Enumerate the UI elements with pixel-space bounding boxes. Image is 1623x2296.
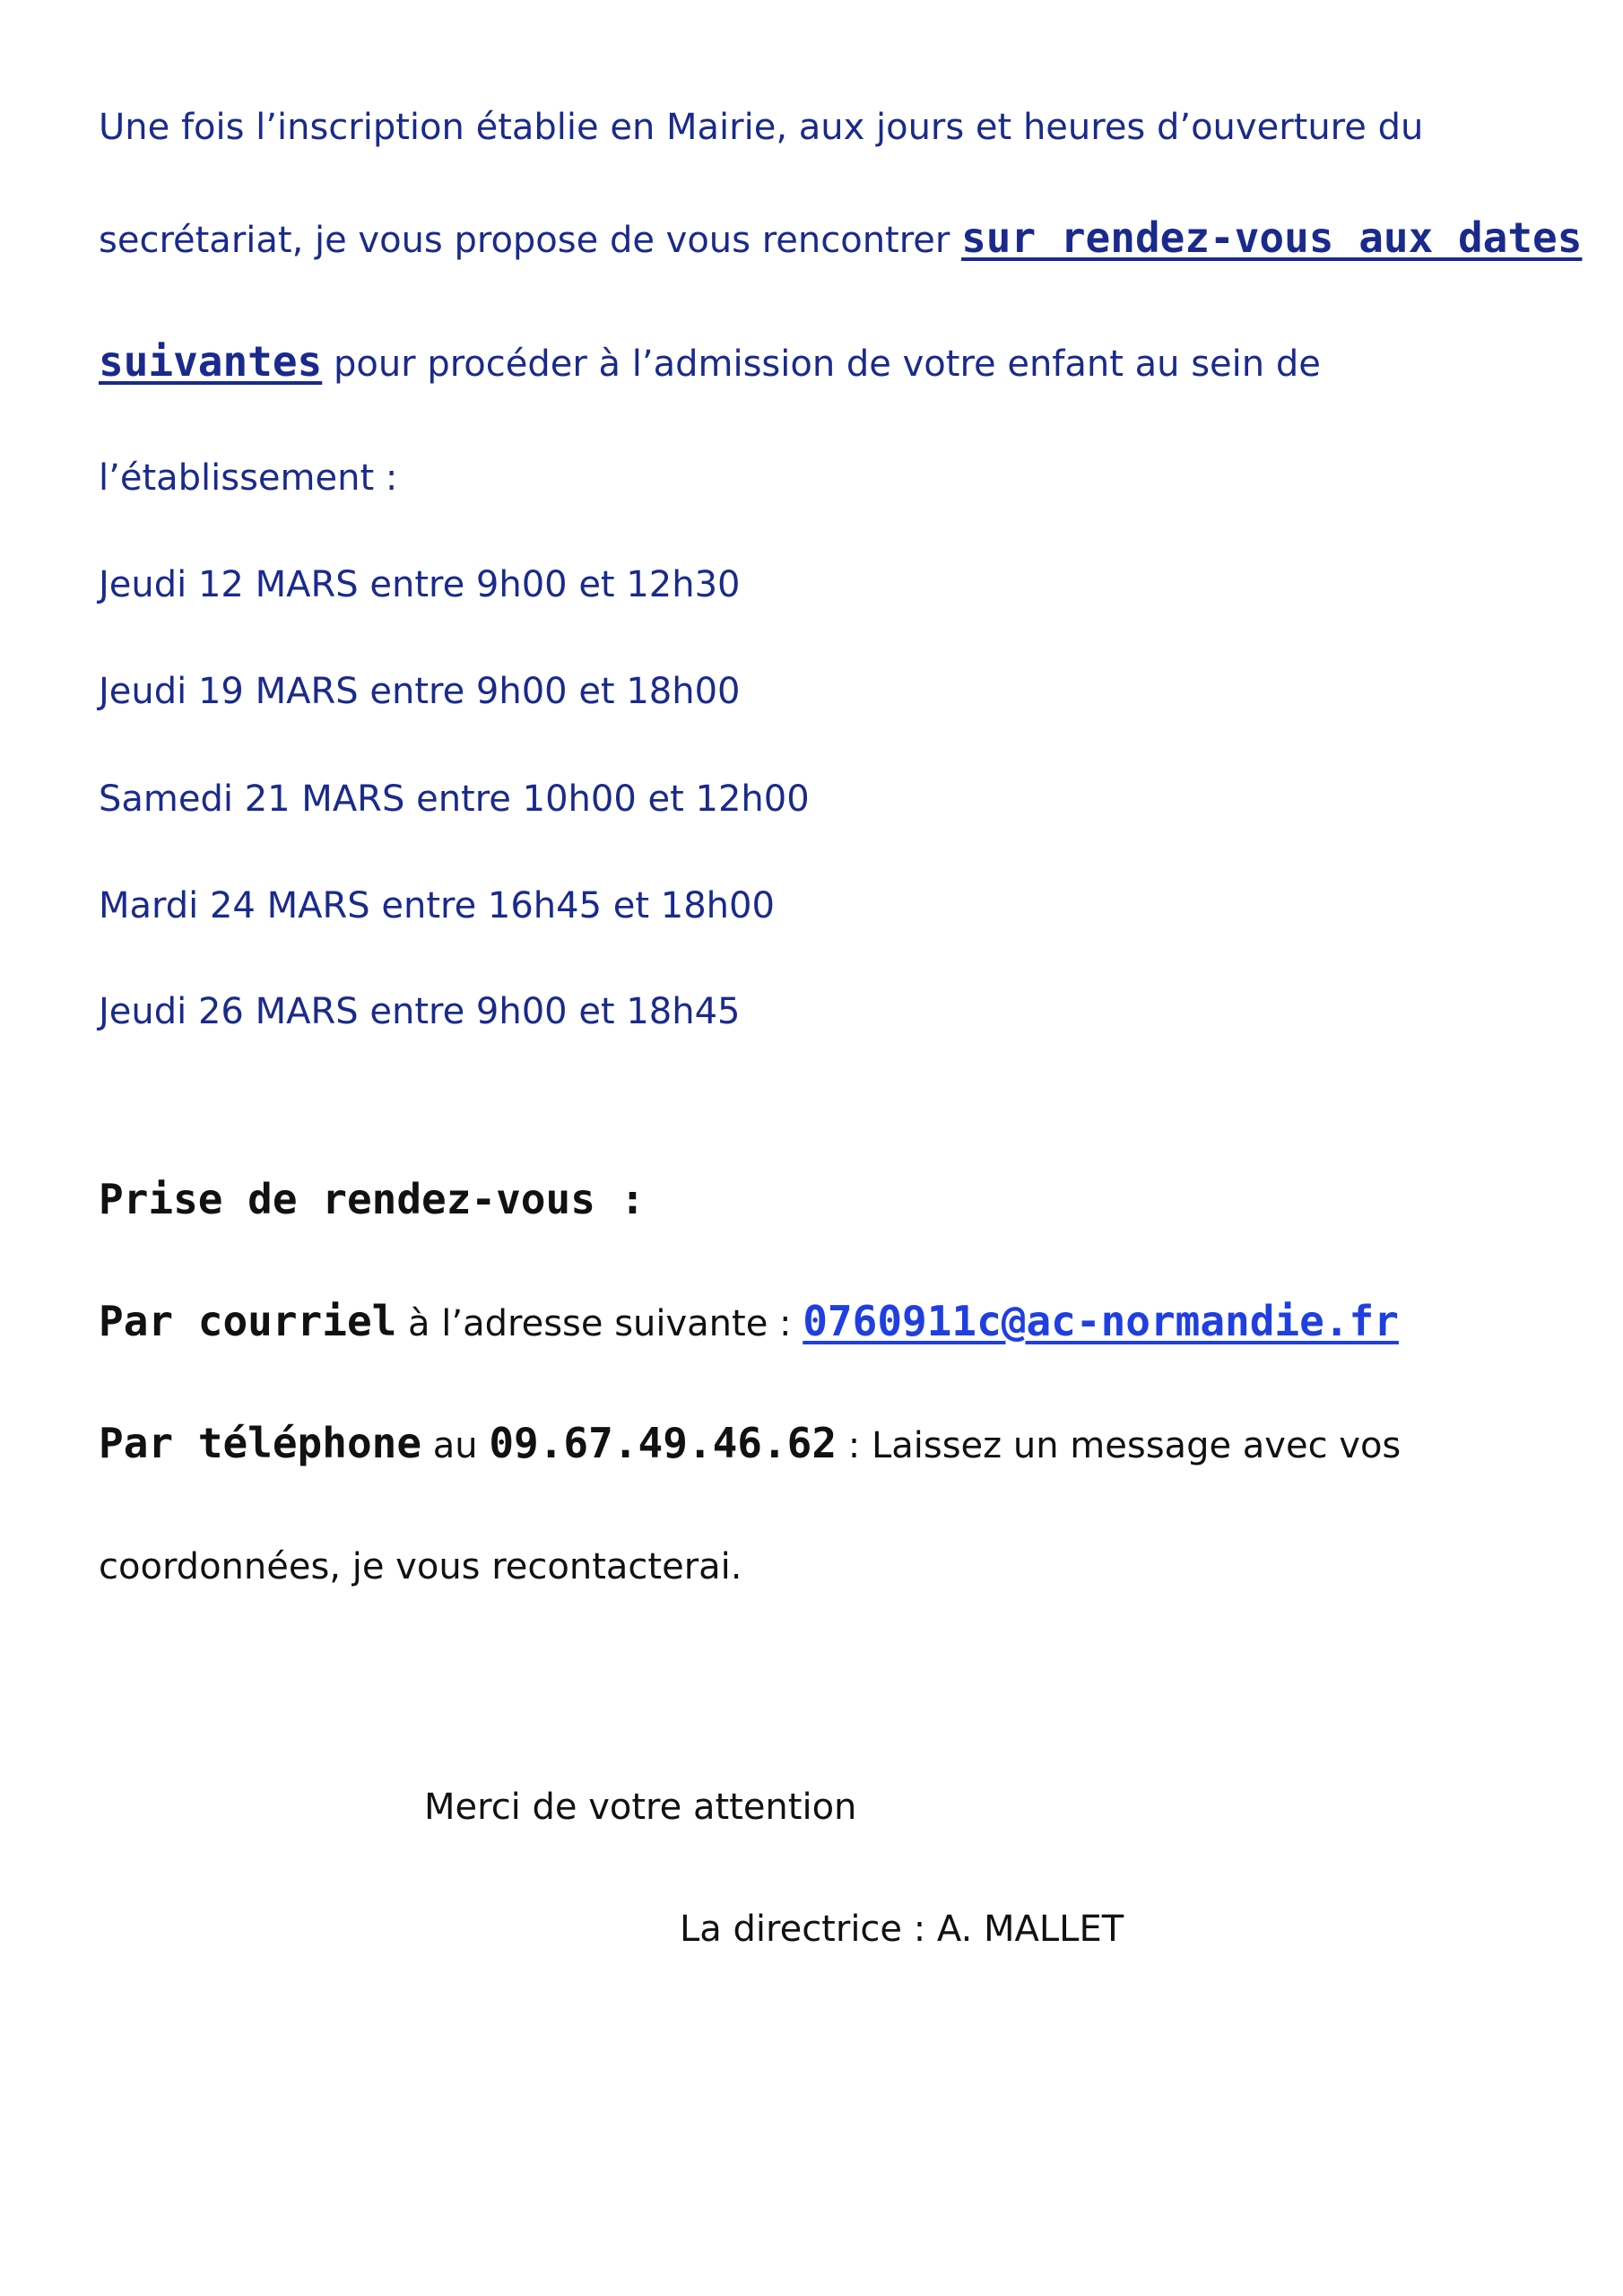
email-line xyxy=(99,1299,1399,1346)
contact-heading-text: Prise de rendez-vous : xyxy=(99,1175,646,1223)
date-item: Jeudi 26 MARS entre 9h00 et 18h45 xyxy=(99,991,741,1032)
intro-line-2 xyxy=(99,215,1582,263)
intro-line-2-text: secrétariat, je vous propose de vous rencontrer xyxy=(99,220,962,261)
phone-line-2-text: coordonnées, je vous recontacterai. xyxy=(99,1546,742,1587)
date-item: Mardi 24 MARS entre 16h45 et 18h00 xyxy=(99,885,775,926)
intro-line-3-text: pour procéder à l’admission de votre enfant au sein de xyxy=(322,344,1321,385)
intro-line-1-text: Une fois l’inscription établie en Mairie, aux jours et heures d’ouverture du xyxy=(99,107,1424,148)
intro-line-1 xyxy=(99,105,1423,150)
phone-text: au xyxy=(421,1425,490,1466)
email-label: Par courriel xyxy=(99,1297,397,1345)
date-item: Jeudi 12 MARS entre 9h00 et 12h30 xyxy=(99,564,741,605)
signature-line: La directrice : A. MALLET xyxy=(680,1909,1124,1950)
phone-number: 09.67.49.46.62 xyxy=(489,1419,838,1467)
date-item: Jeudi 19 MARS entre 9h00 et 18h00 xyxy=(99,671,741,712)
phone-after: : Laissez un message avec vos xyxy=(837,1425,1402,1466)
intro-line-4-text: l’établissement : xyxy=(99,457,398,499)
email-link[interactable]: 0760911c@ac-normandie.fr xyxy=(803,1297,1399,1345)
phone-line xyxy=(99,1421,1401,1468)
phone-line-2 xyxy=(99,1544,742,1589)
appointment-emphasis: sur rendez-vous aux dates xyxy=(961,213,1583,262)
phone-label: Par téléphone xyxy=(99,1419,422,1467)
email-text: à l’adresse suivante : xyxy=(396,1303,803,1344)
intro-line-3 xyxy=(99,339,1321,387)
thanks-line: Merci de votre attention xyxy=(424,1787,857,1828)
contact-heading xyxy=(99,1177,645,1224)
intro-line-4 xyxy=(99,456,397,500)
appointment-emphasis-continued: suivantes xyxy=(99,337,323,386)
date-item: Samedi 21 MARS entre 10h00 et 12h00 xyxy=(99,778,810,820)
